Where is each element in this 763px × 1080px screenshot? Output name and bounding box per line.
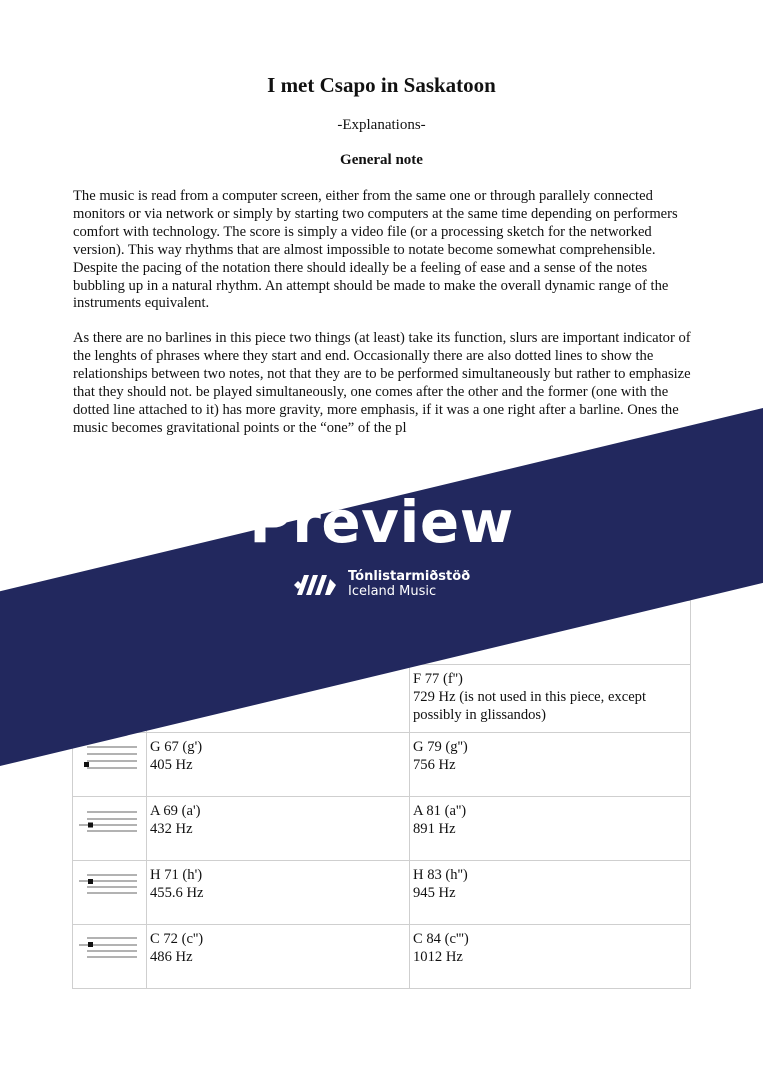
table-row (73, 861, 691, 925)
low-note-label: H 71 (h') (150, 867, 203, 883)
high-note-cell (410, 925, 691, 989)
brand-name: Tónlistarmiðstöð (348, 569, 471, 584)
staff-c-icon (79, 935, 139, 975)
high-note-label: G 79 (g'') (413, 739, 468, 755)
table-row (73, 733, 691, 797)
low-note-frequency: 486 Hz (150, 948, 193, 965)
high-note-label: C 84 (c''') (413, 931, 469, 947)
table-row (73, 797, 691, 861)
paragraph-barlines: As there are no barlines in this piece two things (at least) take its function, slurs are important indicator of the lenghts of phrases where they start and end. Occasionally there are also dotted lines to show the relationships between two notes, not that they are to be performed simultaneously but rather to emphasize that they should not. be played simultaneously, one comes after the other and the former (one with the dotted line attached to it) has more gravity, more emphasis, if it was a one right after a barline. Ones the music becomes gravitational points or the “one” of the pl (73, 330, 691, 436)
high-note-frequency: 729 Hz (is not used in this piece, except possibly in glissandos) (413, 688, 647, 723)
high-note-frequency: 891 Hz (413, 820, 456, 837)
high-note-cell (410, 733, 691, 797)
low-note-frequency: 455.6 Hz (150, 884, 204, 901)
paragraph-general-note: The music is read from a computer screen, either from the same one or through parallely connected monitors or via network or simply by starting two computers at the same time depending on performers comfort with technology. The score is simply a video file (or a processing sketch for the networked version). This way rhythms that are almost impossible to notate become somewhat comprehensible. Despite the pacing of the notation there should ideally be a feeling of ease and a sense of the notes bubbling up in a natural rhythm. An attempt should be made to make the overall dynamic range of the instruments equivalent. (73, 188, 678, 312)
low-note-frequency: 405 Hz (150, 756, 193, 773)
high-note-cell (410, 861, 691, 925)
low-note-label: C 72 (c'') (150, 931, 204, 947)
preview-watermark-label: Preview (249, 488, 514, 556)
high-note-cell (410, 797, 691, 861)
low-note-label: A 69 (a') (150, 803, 201, 819)
document-title: I met Csapo in Saskatoon (267, 73, 496, 97)
low-note-cell (147, 925, 410, 989)
section-heading: General note (340, 152, 423, 168)
staff-h-icon (79, 871, 139, 911)
low-note-frequency: 432 Hz (150, 820, 193, 837)
high-note-frequency: 1012 Hz (413, 948, 463, 965)
high-note-label: F 77 (f'') (413, 671, 463, 687)
high-note-frequency: 756 Hz (413, 756, 456, 773)
low-note-cell (147, 733, 410, 797)
low-note-cell (147, 797, 410, 861)
staff-cell (73, 861, 147, 925)
high-note-label: H 83 (h'') (413, 867, 468, 883)
high-note-label: A 81 (a'') (413, 803, 467, 819)
low-note-cell (147, 861, 410, 925)
iceland-music-logo-icon (292, 571, 342, 597)
staff-a-icon (79, 807, 139, 847)
document-subtitle: -Explanations- (337, 117, 426, 133)
staff-cell (73, 925, 147, 989)
high-note-frequency: 945 Hz (413, 884, 456, 901)
table-row (73, 925, 691, 989)
brand-subtitle: Iceland Music (348, 584, 437, 599)
low-note-label: G 67 (g') (150, 739, 203, 755)
staff-g-icon (79, 743, 139, 783)
brand-logo-group (292, 569, 492, 603)
high-note-cell (410, 665, 691, 733)
staff-cell (73, 797, 147, 861)
